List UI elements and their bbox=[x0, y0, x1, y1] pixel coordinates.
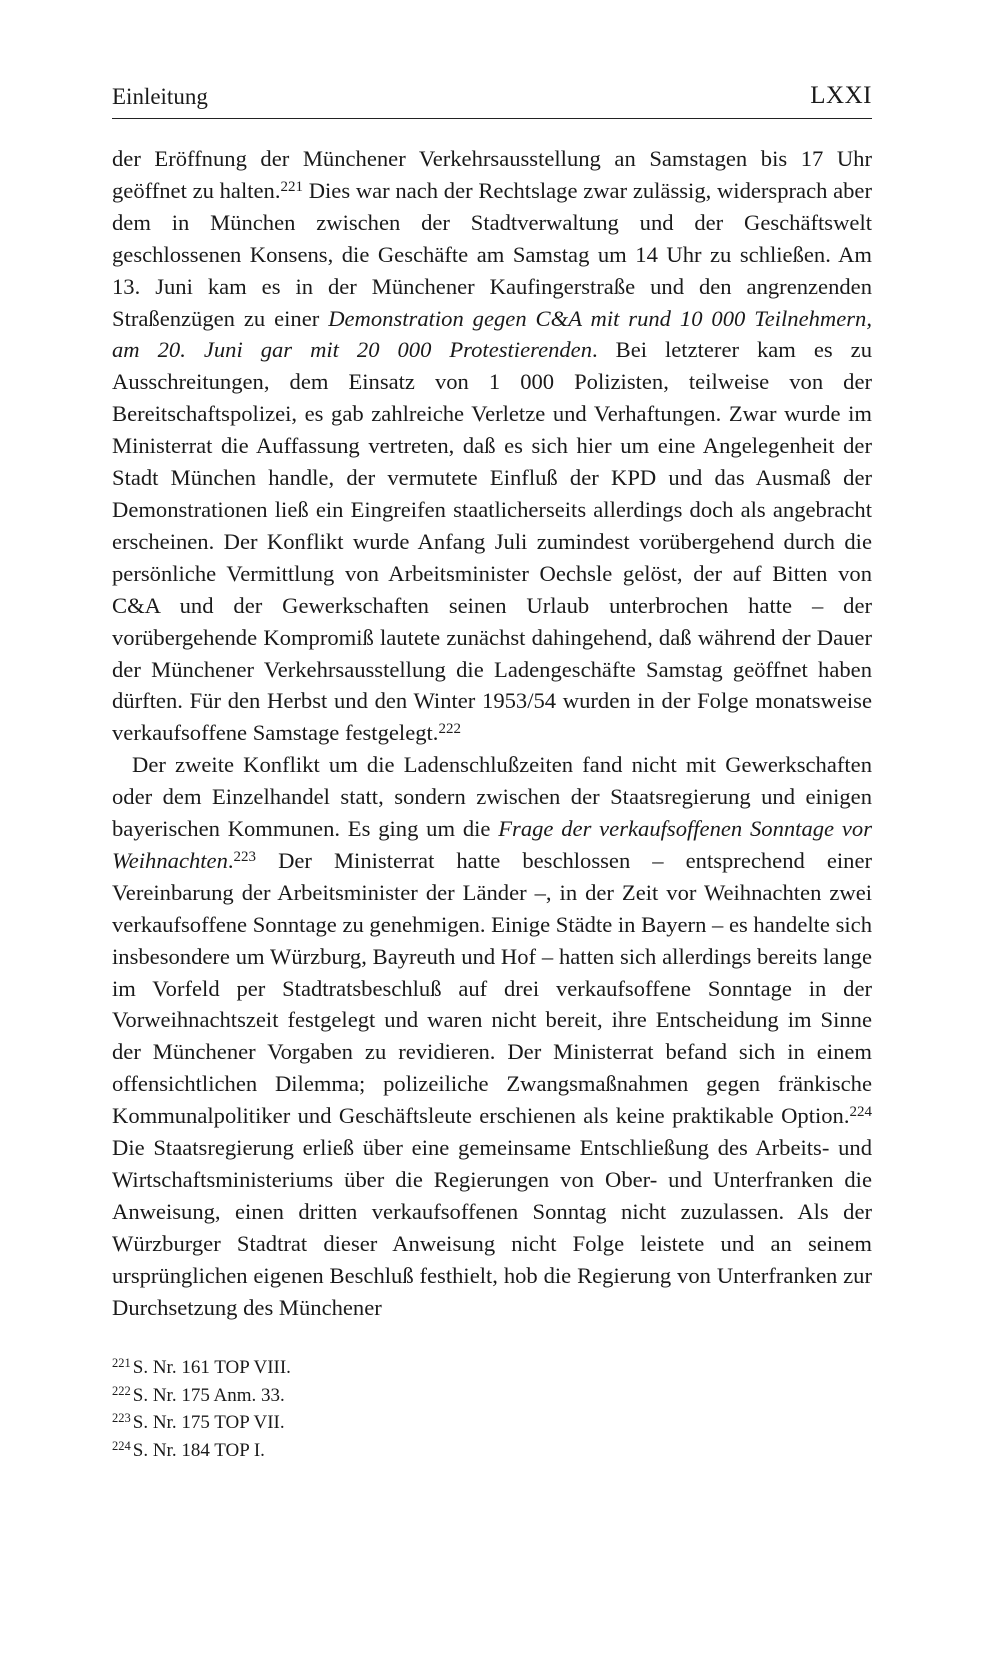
text-run: Der Ministerrat hatte beschlossen – entsprechend einer Vereinbarung der Arbeitsminister der Länder –, in der Zeit vor Weihnachten zwei verkaufsoffene Sonntage zu genehmigen. Einige Städte in Bayern – es handelte sich insbesondere um Würzburg, Bayreuth und Hof – hatten sich allerdings bereits lange im Vorfeld per Stadtratsbeschluß auf drei verkaufsoffene Sonntage in der Vorweihnachtszeit festgelegt und waren nicht bereit, ihre Entscheidung im Sinne der Münchener Vorgaben zu revidieren. Der Ministerrat befand sich in einem offensichtlichen Dilemma; polizeiliche Zwangsmaßnahmen gegen fränkische Kommunalpolitiker und Geschäftsleute erschienen als keine praktikable Option. bbox=[112, 847, 873, 1129]
footnote bbox=[112, 1438, 872, 1466]
emphasis-text: Demonstration gegen C&A mit rund 10 000 Teilnehmern, am 20. Juni gar mit 20 000 Protestierenden bbox=[112, 305, 872, 363]
footnote bbox=[112, 1410, 872, 1438]
emphasis-text: Frage der verkaufsoffenen Sonntage vor Weihnachten bbox=[112, 816, 872, 873]
footnote-number: 223 bbox=[112, 1411, 131, 1425]
text-run: Der zweite Konflikt um die Ladenschlußzeiten fand nicht mit Gewerkschaften oder dem Einzelhandel statt, sondern zwischen der Staatsregierung und einigen bayerischen Kommunen. Es ging um die bbox=[112, 752, 872, 842]
text-run: . bbox=[227, 847, 234, 873]
text-run: Die Staatsregierung erließ über eine gemeinsame Entschließung des Arbeits- und Wirtschaftsministeriums über die Regierungen von Ober- und Unterfranken die Anweisung, einen dritten verkaufsoffenen Sonntag nicht zuzulassen. Als der Würzburger Stadtrat dieser Anweisung nicht Folge leistete und an seinem ursprünglichen eigenen Beschluß festhielt, hob die Regierung von Unterfranken zur Durchsetzung des Münchener bbox=[112, 1135, 872, 1320]
paragraph bbox=[112, 749, 872, 1323]
footnote-number: 221 bbox=[112, 1356, 131, 1370]
footnote-text: S. Nr. 184 TOP I. bbox=[132, 1439, 265, 1461]
section-title: Einleitung bbox=[112, 84, 208, 109]
footnote-reference: 222 bbox=[438, 721, 461, 738]
footnote bbox=[112, 1383, 872, 1411]
footnote-reference: 221 bbox=[280, 178, 303, 195]
page-number: LXXI bbox=[810, 82, 872, 109]
footnote-text: S. Nr. 161 TOP VIII. bbox=[132, 1357, 291, 1378]
footnote-number: 224 bbox=[112, 1438, 131, 1453]
footnote-reference: 224 bbox=[849, 1104, 872, 1121]
footnote bbox=[112, 1355, 872, 1383]
footnote-text: S. Nr. 175 TOP VII. bbox=[132, 1412, 285, 1433]
footnote-text: S. Nr. 175 Anm. 33. bbox=[132, 1384, 285, 1406]
running-head bbox=[112, 82, 872, 119]
footnote-reference: 223 bbox=[233, 848, 257, 865]
footnote-number: 222 bbox=[112, 1383, 131, 1398]
text-run: Dies war nach der Rechtslage zwar zulässig, widersprach aber dem in München zwischen der Stadtverwaltung und der Geschäftswelt geschlossenen Konsens, die Geschäfte am Samstag um 14 Uhr zu schließen. Am 13. Juni kam es in der Münchener Kaufingerstraße und den angrenzenden Straßenzügen zu einer bbox=[112, 177, 872, 331]
text-run: der Eröffnung der Münchener Verkehrsausstellung an Samstagen bis 17 Uhr geöffnet zu halten. bbox=[112, 146, 872, 203]
footnotes bbox=[112, 1355, 872, 1465]
text-run: . Bei letzterer kam es zu Ausschreitungen, dem Einsatz von 1 000 Polizisten, teilweise von der Bereitschaftspolizei, es gab zahlreiche Verletze und Verhaftungen. Zwar wurde im Ministerrat die Auffassung vertreten, daß es sich hier um eine Angelegenheit der Stadt München handle, der vermutete Einfluß der KPD und das Ausmaß der Demonstrationen ließ ein Eingreifen staatlicherseits allerdings doch als angebracht erscheinen. Der Konflikt wurde Anfang Juli zumindest vorübergehend durch die persönliche Vermittlung von Arbeitsminister Oechsle gelöst, der auf Bitten von C&A und der Gewerkschaften seinen Urlaub unterbrochen hatte – der vorübergehende Kompromiß lautete zunächst dahingehend, daß während der Dauer der Münchener Verkehrsausstellung die Ladengeschäfte Samstag geöffnet haben dürften. Für den Herbst und den Winter 1953/54 wurden in der Folge monatsweise verkaufsoffene Samstage festgelegt. bbox=[112, 337, 872, 746]
body-text bbox=[112, 143, 872, 1324]
paragraph bbox=[112, 143, 872, 749]
